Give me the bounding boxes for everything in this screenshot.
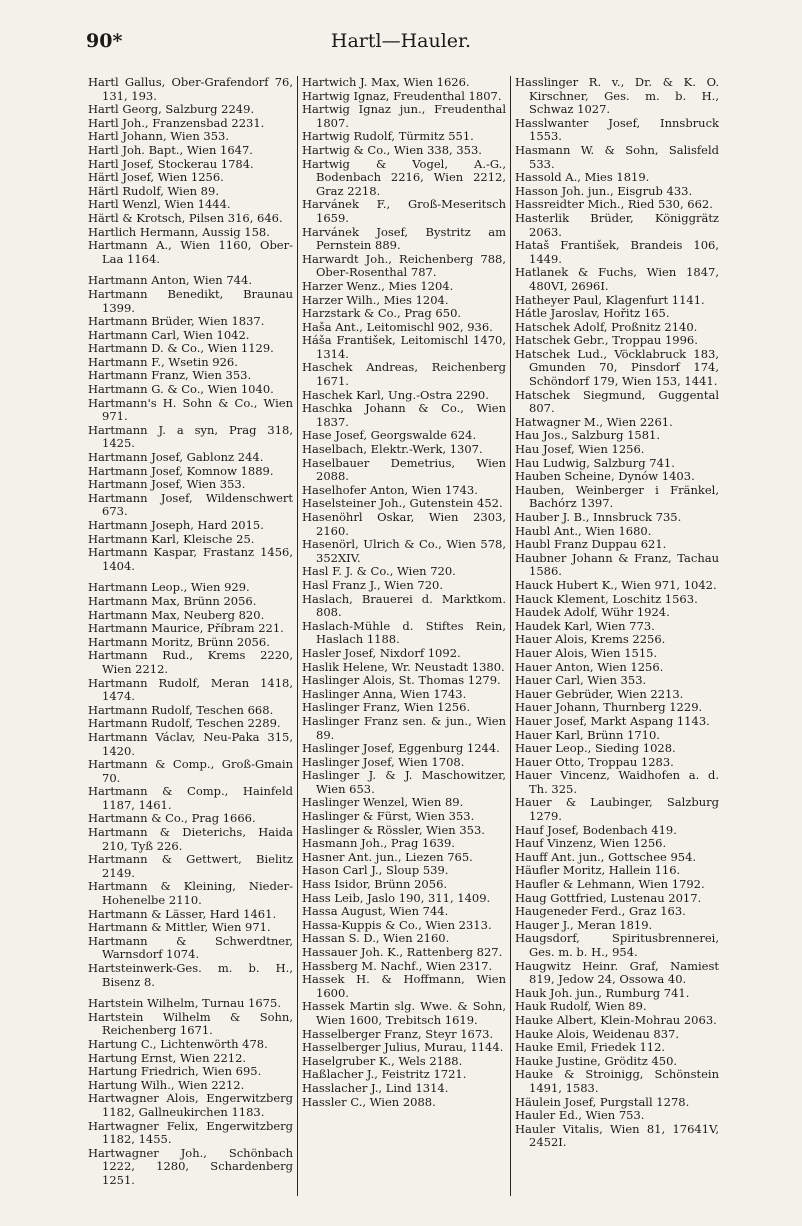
directory-entry: Hartmann Josef, Wildenschwert 673.: [88, 490, 293, 519]
column-1: [84, 76, 297, 1196]
directory-entry: Hartmann D. & Co., Wien 1129.: [88, 341, 274, 356]
directory-entry: Haselhofer Anton, Wien 1743.: [302, 482, 478, 497]
directory-entry: Hartmann Leop., Wien 929.: [88, 580, 250, 595]
directory-entry: Hartl Gallus, Ober-Grafendorf 76, 131, 193.: [88, 76, 293, 103]
directory-entry: Haselsteiner Joh., Gutenstein 452.: [302, 496, 503, 511]
directory-entry: Harvánek F., Groß-Meseritsch 1659.: [302, 197, 506, 225]
directory-entry: Haugeneder Ferd., Graz 163.: [515, 904, 686, 919]
directory-entry: Hauke Alois, Weidenau 837.: [515, 1026, 679, 1041]
directory-entry: Hartwig & Co., Wien 338, 353.: [302, 142, 482, 157]
directory-entry: Hartwagner Felix, Engerwitzberg 1182, 1455.: [88, 1118, 293, 1147]
directory-entry: Haselbach, Elektr.-Werk, 1307.: [302, 442, 483, 457]
directory-entry: Hauer Leop., Sieding 1028.: [515, 741, 676, 756]
directory-entry: Hartung C., Lichtenwörth 478.: [88, 1036, 268, 1051]
directory-entry: Hasler Josef, Nixdorf 1092.: [302, 645, 461, 660]
directory-entry: Hartung Friedrich, Wien 695.: [88, 1064, 262, 1079]
column-3: [510, 76, 723, 1196]
directory-entry: Haufler & Lehmann, Wien 1792.: [515, 877, 705, 892]
directory-entry: Hartmann Franz, Wien 353.: [88, 368, 252, 383]
directory-entry: Haslinger Josef, Wien 1708.: [302, 754, 465, 769]
directory-entry: Hasson Joh. jun., Eisgrub 433.: [515, 183, 693, 198]
directory-entry: Hauke Emil, Friedek 112.: [515, 1040, 666, 1055]
directory-entry: Haugwitz Heinr. Graf, Namiest 819, Jedow 24, Ossowa 40.: [515, 958, 719, 987]
directory-entry: Hauler Ed., Wien 753.: [515, 1108, 645, 1123]
directory-entry: Hartlich Hermann, Aussig 158.: [88, 224, 270, 239]
directory-entry: Hasmann W. & Sohn, Salisfeld 533.: [515, 142, 719, 171]
directory-entry: Hatwagner M., Wien 2261.: [515, 414, 673, 429]
directory-entry: Hartmann Karl, Kleische 25.: [88, 531, 255, 546]
directory-entry: Härtl & Krotsch, Pilsen 316, 646.: [88, 210, 283, 225]
directory-entry: Hauer Karl, Brünn 1710.: [515, 727, 660, 742]
directory-entry: Hartmann Max, Neuberg 820.: [88, 607, 265, 622]
directory-entry: Haubl Ant., Wien 1680.: [515, 523, 652, 538]
directory-entry: Hassek Martin slg. Wwe. & Sohn, Wien 1600, Trebitsch 1619.: [302, 999, 506, 1027]
directory-entry: Haslik Helene, Wr. Neustadt 1380.: [302, 659, 505, 674]
page-title: Hartl—Hauler.: [330, 30, 472, 52]
directory-entry: Hartmann & Dieterichs, Haida 210, Tyß 226.: [88, 825, 293, 853]
directory-entry: Hartung Ernst, Wien 2212.: [88, 1050, 247, 1065]
directory-entry: Hasner Ant. jun., Liezen 765.: [302, 849, 473, 864]
directory-entry: Hartsteinwerk-Ges. m. b. H., Bisenz 8.: [88, 961, 293, 989]
directory-entry: Hauck Hubert K., Wien 971, 1042.: [515, 577, 717, 592]
directory-entry: Hauer & Laubinger, Salzburg 1279.: [515, 795, 719, 824]
directory-entry: Hau Ludwig, Salzburg 741.: [515, 455, 675, 470]
directory-entry: Hauer Johann, Thurnberg 1229.: [515, 700, 703, 715]
directory-entry: Haßlacher J., Feistritz 1721.: [302, 1067, 467, 1082]
directory-entry: Hasterlik Brüder, Königgrätz 2063.: [515, 210, 719, 239]
directory-entry: Haubner Johann & Franz, Tachau 1586.: [515, 550, 719, 579]
directory-entry: Haslinger Wenzel, Wien 89.: [302, 795, 464, 810]
directory-entry: Hauk Rudolf, Wien 89.: [515, 999, 647, 1014]
directory-entry: Hartmann Josef, Komnow 1889.: [88, 463, 274, 478]
directory-entry: Hartmann Josef, Gablonz 244.: [88, 450, 264, 465]
directory-entry: Hauben, Weinberger i Fränkel, Bachórz 1397.: [515, 482, 719, 511]
directory-entry: Haslinger Franz sen. & jun., Wien 89.: [302, 713, 506, 742]
page-number: 90*: [86, 30, 123, 52]
directory-entry: Haselbauer Demetrius, Wien 2088.: [302, 455, 506, 484]
column-2: [297, 76, 510, 1196]
directory-entry: Hartmann's H. Sohn & Co., Wien 971.: [88, 395, 293, 424]
directory-entry: Hartmann Rudolf, Meran 1418, 1474.: [88, 675, 293, 704]
directory-entry: Härtl Josef, Wien 1256.: [88, 170, 224, 185]
directory-entry: Häulein Josef, Purgstall 1278.: [515, 1094, 690, 1109]
directory-entry: Hartl Georg, Salzburg 2249.: [88, 102, 255, 117]
directory-entry: Hasenöhrl Oskar, Wien 2303, 2160.: [302, 510, 506, 538]
directory-entry: Hassauer Joh. K., Rattenberg 827.: [302, 945, 503, 959]
directory-entry: Haug Gottfried, Lustenau 2017.: [515, 890, 702, 905]
directory-entry: Hatschek Lud., Vöcklabruck 183, Gmunden 70, Pinsdorf 174, Schöndorf 179, Wien 153, 1441.: [515, 346, 719, 389]
directory-entry: Hartmann Joseph, Hard 2015.: [88, 518, 264, 532]
directory-entry: Hartl Josef, Stockerau 1784.: [88, 156, 254, 171]
directory-entry: Haslinger Alois, St. Thomas 1279.: [302, 673, 501, 688]
directory-entry: Harvánek Josef, Bystritz am Pernstein 889.: [302, 224, 506, 253]
directory-entry: Hauber J. B., Innsbruck 735.: [515, 510, 682, 524]
directory-entry: Haselgruber K., Wels 2188.: [302, 1053, 463, 1068]
directory-entry: Haschka Johann & Co., Wien 1837.: [302, 401, 506, 429]
directory-entry: Hasselberger Franz, Steyr 1673.: [302, 1026, 494, 1041]
directory-entry: Hartmann & Co., Prag 1666.: [88, 811, 256, 826]
directory-entry: Hason Carl J., Sloup 539.: [302, 863, 449, 878]
directory-entry: Hartmann J. a syn, Prag 318, 1425.: [88, 422, 293, 451]
directory-entry: Hauer Otto, Troppau 1283.: [515, 754, 674, 769]
directory-entry: Hasslacher J., Lind 1314.: [302, 1080, 449, 1095]
directory-entry: Haslinger J. & J. Maschowitzer, Wien 653.: [302, 768, 506, 796]
directory-entry: Hartmann & Lässer, Hard 1461.: [88, 906, 277, 921]
directory-entry: Hartmann Rud., Krems 2220, Wien 2212.: [88, 648, 293, 676]
directory-entry: Hatschek Adolf, Proßnitz 2140.: [515, 319, 698, 334]
directory-entry: Hauer Anton, Wien 1256.: [515, 659, 664, 674]
directory-entry: Hauger J., Meran 1819.: [515, 917, 653, 932]
directory-entry: Hartstein Wilhelm, Turnau 1675.: [88, 996, 281, 1011]
directory-entry: Hasl F. J. & Co., Wien 720.: [302, 564, 456, 579]
directory-entry: Haša Ant., Leitomischl 902, 936.: [302, 319, 493, 334]
directory-entry: Hartmann Rudolf, Teschen 668.: [88, 702, 274, 717]
directory-entry: Hauer Josef, Markt Aspang 1143.: [515, 713, 710, 728]
directory-entry: Hauk Joh. jun., Rumburg 741.: [515, 985, 690, 1000]
directory-entry: Hartl Joh., Franzensbad 2231.: [88, 115, 265, 130]
directory-entry: Hartmann A., Wien 1160, Ober-Laa 1164.: [88, 238, 293, 266]
directory-entry: Hassold A., Mies 1819.: [515, 170, 650, 185]
directory-entry: Hartl Joh. Bapt., Wien 1647.: [88, 142, 253, 157]
directory-entry: Hase Josef, Georgswalde 624.: [302, 428, 477, 443]
directory-entry: Haslach-Mühle d. Stiftes Rein, Haslach 1188.: [302, 618, 506, 647]
directory-entry: Hartmann Max, Brünn 2056.: [88, 593, 257, 608]
directory-entry: Hartmann Carl, Wien 1042.: [88, 327, 250, 342]
directory-entry: Hartmann Václav, Neu-Paka 315, 1420.: [88, 729, 293, 758]
directory-entry: Hauer Alois, Wien 1515.: [515, 645, 658, 660]
directory-entry: Hatheyer Paul, Klagenfurt 1141.: [515, 292, 705, 307]
directory-entry: Hassan S. D., Wien 2160.: [302, 931, 450, 946]
directory-entry: Harwardt Joh., Reichenberg 788, Ober-Rosenthal 787.: [302, 251, 506, 280]
directory-entry: Hassreidter Mich., Ried 530, 662.: [515, 197, 713, 212]
directory-entry: Hasmann Joh., Prag 1639.: [302, 836, 455, 851]
directory-entry: Hasl Franz J., Wien 720.: [302, 577, 444, 592]
directory-entry: Hauer Carl, Wien 353.: [515, 673, 647, 688]
directory-entry: Hartwich J. Max, Wien 1626.: [302, 76, 470, 89]
directory-entry: Haslinger & Rössler, Wien 353.: [302, 822, 485, 837]
directory-entry: Hassberg M. Nachf., Wien 2317.: [302, 958, 493, 973]
directory-entry: Hauer Gebrüder, Wien 2213.: [515, 686, 684, 701]
directory-entry: Hassa August, Wien 744.: [302, 904, 449, 919]
directory-entry: Hartung Wilh., Wien 2212.: [88, 1077, 245, 1092]
directory-entry: Hartmann & Comp., Hainfeld 1187, 1461.: [88, 784, 293, 812]
directory-entry: Hassek H. & Hoffmann, Wien 1600.: [302, 972, 506, 1000]
directory-entry: Hassler C., Wien 2088.: [302, 1094, 436, 1109]
directory-entry: Hartwig Rudolf, Türmitz 551.: [302, 129, 474, 144]
directory-entry: Haugsdorf, Spiritusbrennerei, Ges. m. b. H., 954.: [515, 931, 719, 959]
directory-entry: Hartmann & Schwerdtner, Warnsdorf 1074.: [88, 933, 293, 962]
directory-entry: Haslinger Anna, Wien 1743.: [302, 686, 467, 701]
directory-entry: Hartwig Ignaz, Freudenthal 1807.: [302, 88, 502, 103]
directory-entry: Hauben Scheine, Dynów 1403.: [515, 469, 695, 484]
directory-entry: Hauf Josef, Bodenbach 419.: [515, 822, 677, 837]
directory-entry: Hauck Klement, Loschitz 1563.: [515, 591, 698, 606]
directory-entry: Hasslinger R. v., Dr. & K. O. Kirschner, Ges. m. b. H., Schwaz 1027.: [515, 76, 719, 117]
directory-entry: Hauer Alois, Krems 2256.: [515, 632, 666, 647]
directory-entry: Hartwagner Joh., Schönbach 1222, 1280, Schardenberg 1251.: [88, 1145, 293, 1187]
directory-entry: Hátle Jaroslav, Hořitz 165.: [515, 306, 670, 321]
directory-entry: Hartmann Benedikt, Braunau 1399.: [88, 286, 293, 315]
directory-entry: Hatlanek & Fuchs, Wien 1847, 480VI, 2696I.: [515, 265, 719, 293]
directory-entry: Haslinger Franz, Wien 1256.: [302, 700, 471, 715]
directory-entry: Hau Josef, Wien 1256.: [515, 442, 645, 457]
directory-entry: Hartmann Moritz, Brünn 2056.: [88, 634, 270, 649]
directory-entry: Haudek Karl, Wien 773.: [515, 618, 655, 633]
directory-entry: Hartstein Wilhelm & Sohn, Reichenberg 1671.: [88, 1009, 293, 1038]
directory-entry: Harzer Wilh., Mies 1204.: [302, 292, 449, 307]
directory-entry: Hatschek Siegmund, Guggental 807.: [515, 387, 719, 416]
directory-entry: Haubl Franz Duppau 621.: [515, 537, 667, 552]
directory-entry: Härtl Rudolf, Wien 89.: [88, 183, 219, 198]
directory-entry: Hasselberger Julius, Murau, 1144.: [302, 1040, 504, 1055]
directory-entry: Haschek Andreas, Reichenberg 1671.: [302, 360, 506, 389]
directory-columns: [84, 76, 724, 1196]
directory-entry: Haslinger Josef, Eggenburg 1244.: [302, 741, 500, 756]
directory-entry: Hauff Ant. jun., Gottschee 954.: [515, 849, 697, 864]
directory-entry: Hartmann & Mittler, Wien 971.: [88, 920, 271, 935]
directory-entry: Hartwagner Alois, Engerwitzberg 1182, Gallneukirchen 1183.: [88, 1091, 293, 1119]
directory-entry: Hartmann & Comp., Groß-Gmain 70.: [88, 757, 293, 785]
directory-entry: Hartmann Maurice, Příbram 221.: [88, 621, 284, 636]
directory-entry: Hau Jos., Salzburg 1581.: [515, 428, 661, 443]
directory-entry: Hartmann & Kleining, Nieder-Hohenelbe 2110.: [88, 879, 293, 908]
directory-entry: Hartwig Ignaz jun., Freudenthal 1807.: [302, 102, 506, 130]
directory-entry: Hassa-Kuppis & Co., Wien 2313.: [302, 917, 492, 932]
directory-entry: Hauer Vincenz, Waidhofen a. d. Th. 325.: [515, 768, 719, 796]
directory-entry: Hartmann Brüder, Wien 1837.: [88, 314, 265, 329]
directory-entry: Hauke & Stroinigg, Schönstein 1491, 1583.: [515, 1067, 719, 1095]
directory-entry: Hass Isidor, Brünn 2056.: [302, 877, 448, 892]
directory-entry: Hass Leib, Jaslo 190, 311, 1409.: [302, 890, 491, 905]
directory-entry: Harzstark & Co., Prag 650.: [302, 306, 462, 321]
directory-entry: Hauke Albert, Klein-Mohrau 2063.: [515, 1012, 717, 1027]
directory-entry: Hartwig & Vogel, A.-G., Bodenbach 2216, Wien 2212, Graz 2218.: [302, 156, 506, 198]
directory-entry: Hauler Vitalis, Wien 81, 17641V, 2452I.: [515, 1121, 719, 1150]
directory-entry: Hartmann Rudolf, Teschen 2289.: [88, 716, 281, 731]
directory-entry: Häufler Moritz, Hallein 116.: [515, 863, 681, 878]
directory-entry: Hartmann G. & Co., Wien 1040.: [88, 382, 274, 397]
directory-entry: Harzer Wenz., Mies 1204.: [302, 278, 454, 293]
directory-entry: Hartmann Anton, Wien 744.: [88, 273, 252, 288]
directory-entry: Hasenörl, Ulrich & Co., Wien 578, 352XIV.: [302, 537, 506, 565]
directory-entry: Hauke Justine, Gröditz 450.: [515, 1053, 678, 1068]
directory-entry: Hartmann Josef, Wien 353.: [88, 477, 246, 492]
directory-entry: Hauf Vinzenz, Wien 1256.: [515, 836, 667, 851]
directory-entry: Hasslwanter Josef, Innsbruck 1553.: [515, 115, 719, 144]
directory-entry: Hartmann & Gettwert, Bielitz 2149.: [88, 852, 293, 880]
directory-entry: Hataš František, Brandeis 106, 1449.: [515, 238, 719, 266]
directory-entry: Haudek Adolf, Wühr 1924.: [515, 605, 670, 620]
directory-entry: Hartl Johann, Wien 353.: [88, 129, 230, 144]
directory-entry: Háša František, Leitomischl 1470, 1314.: [302, 333, 506, 361]
directory-entry: Hartmann F., Wsetin 926.: [88, 354, 238, 369]
directory-entry: Haslach, Brauerei d. Marktkom. 808.: [302, 591, 506, 620]
directory-entry: Haslinger & Fürst, Wien 353.: [302, 809, 475, 824]
directory-entry: Haschek Karl, Ung.-Ostra 2290.: [302, 387, 489, 402]
directory-entry: Hatschek Gebr., Troppau 1996.: [515, 333, 698, 348]
directory-entry: Hartl Wenzl, Wien 1444.: [88, 197, 231, 212]
directory-entry: Hartmann Kaspar, Frastanz 1456, 1404.: [88, 545, 293, 573]
